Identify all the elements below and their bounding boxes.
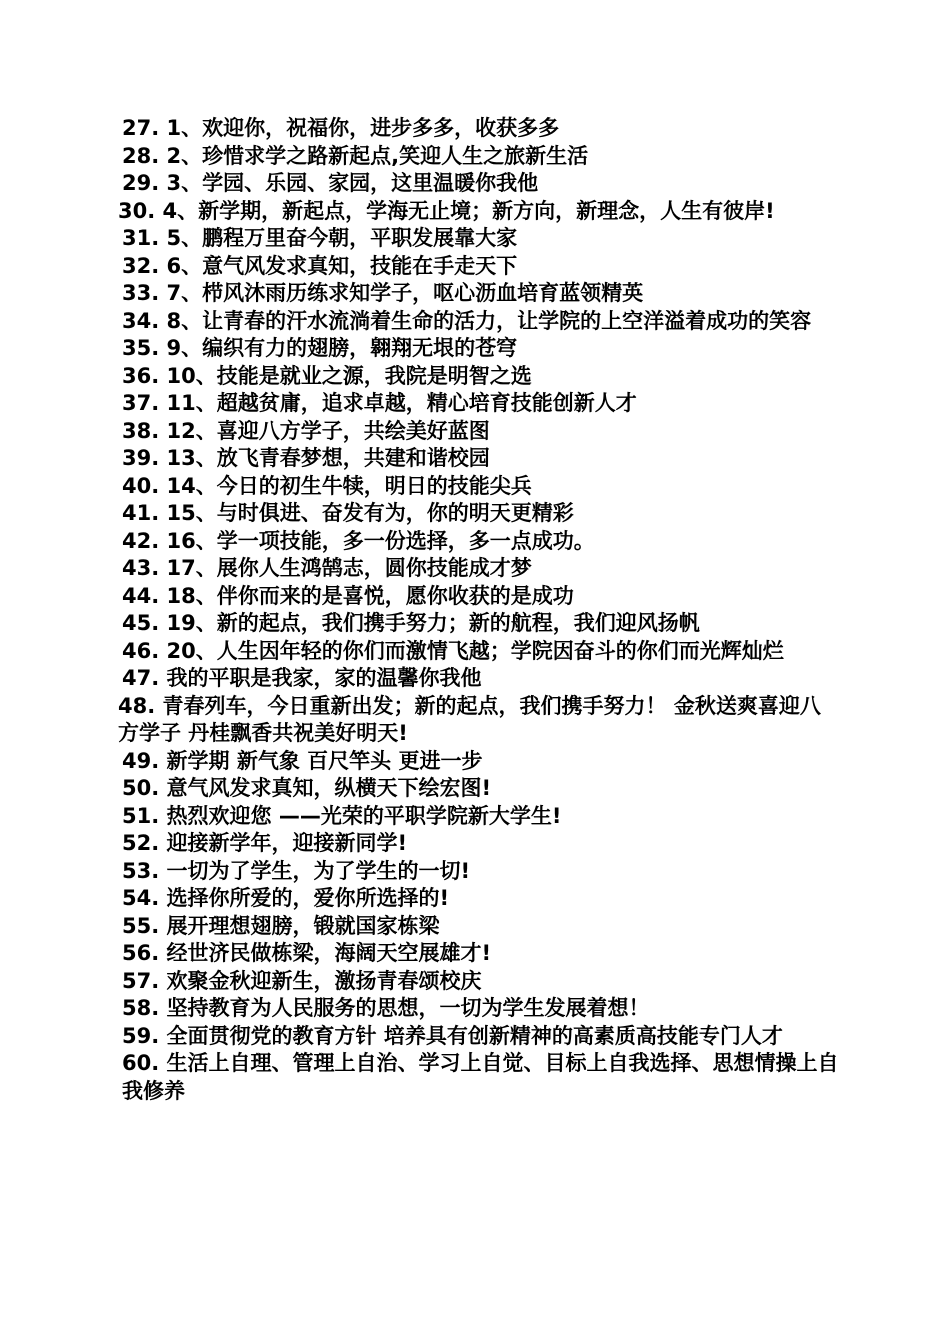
slogan-line: 37. 11、超越贫庸，追求卓越，精心培育技能创新人才 bbox=[122, 391, 637, 415]
slogan-line: 43. 17、展你人生鸿鹄志，圆你技能成才梦 bbox=[122, 556, 532, 580]
slogan-line: 42. 16、学一项技能，多一份选择，多一点成功。 bbox=[122, 528, 595, 553]
slogan-line: 39. 13、放飞青春梦想，共建和谐校园 bbox=[122, 446, 490, 470]
slogan-line: 53. 一切为了学生，为了学生的一切! bbox=[122, 858, 471, 883]
slogan-line: 54. 选择你所爱的，爱你所选择的! bbox=[122, 886, 450, 910]
slogan-line: 57. 欢聚金秋迎新生，激扬青春颂校庆 bbox=[122, 968, 482, 993]
slogan-line: 51. 热烈欢迎您 ——光荣的平职学院新大学生! bbox=[122, 803, 562, 828]
slogan-line: 52. 迎接新学年，迎接新同学! bbox=[122, 831, 408, 855]
slogan-line: 59. 全面贯彻党的教育方针 培养具有创新精神的高素质高技能专门人才 bbox=[122, 1023, 783, 1048]
slogan-line: 30. 4、新学期，新起点，学海无止境；新方向，新理念，人生有彼岸! bbox=[118, 198, 775, 223]
slogan-line: 31. 5、鹏程万里奋今朝，平职发展靠大家 bbox=[122, 226, 518, 250]
slogan-line: 49. 新学期 新气象 百尺竿头 更进一步 bbox=[122, 748, 483, 773]
slogan-line: 35. 9、编织有力的翅膀，翱翔无垠的苍穹 bbox=[122, 336, 518, 360]
slogan-line: 38. 12、喜迎八方学子，共绘美好蓝图 bbox=[122, 418, 490, 443]
slogan-line: 40. 14、今日的初生牛犊，明日的技能尖兵 bbox=[122, 473, 532, 498]
slogan-line: 34. 8、让青春的汗水流淌着生命的活力，让学院的上空洋溢着成功的笑容 bbox=[122, 308, 812, 333]
slogan-line: 60. 生活上自理、管理上自治、学习上自觉、目标上自我选择、思想情操上自我修养 bbox=[122, 1051, 839, 1103]
slogan-line: 32. 6、意气风发求真知，技能在手走天下 bbox=[122, 253, 518, 278]
slogan-line: 48. 青春列车，今日重新出发；新的起点，我们携手努力！ 金秋送爽喜迎八方学子 丹桂飘香共祝美好明天! bbox=[118, 693, 821, 745]
slogan-line: 46. 20、人生因年轻的你们而激情飞越；学院因奋斗的你们而光辉灿烂 bbox=[122, 638, 784, 663]
slogan-line: 58. 坚持教育为人民服务的思想，一切为学生发展着想！ bbox=[122, 996, 650, 1020]
slogan-line: 41. 15、与时俱进、奋发有为，你的明天更精彩 bbox=[122, 501, 574, 525]
slogan-line: 47. 我的平职是我家，家的温馨你我他 bbox=[122, 666, 482, 690]
slogan-line: 55. 展开理想翅膀，锻就国家栋梁 bbox=[122, 913, 440, 938]
slogan-line: 45. 19、新的起点，我们携手努力；新的航程，我们迎风扬帆 bbox=[122, 611, 700, 635]
slogan-line: 36. 10、技能是就业之源，我院是明智之选 bbox=[122, 363, 532, 388]
slogan-line: 27. 1、欢迎你，祝福你，进步多多，收获多多 bbox=[122, 116, 560, 140]
slogan-line: 33. 7、栉风沐雨历练求知学子，呕心沥血培育蓝领精英 bbox=[122, 281, 644, 305]
document-page bbox=[118, 115, 840, 1105]
slogan-line: 29. 3、学园、乐园、家园，这里温暖你我他 bbox=[122, 171, 539, 195]
slogan-line: 50. 意气风发求真知，纵横天下绘宏图! bbox=[122, 776, 492, 800]
slogan-line: 28. 2、珍惜求学之路新起点,笑迎人生之旅新生活 bbox=[122, 143, 589, 168]
slogan-line: 44. 18、伴你而来的是喜悦，愿你收获的是成功 bbox=[122, 583, 574, 608]
slogan-line: 56. 经世济民做栋梁，海阔天空展雄才! bbox=[122, 941, 492, 965]
